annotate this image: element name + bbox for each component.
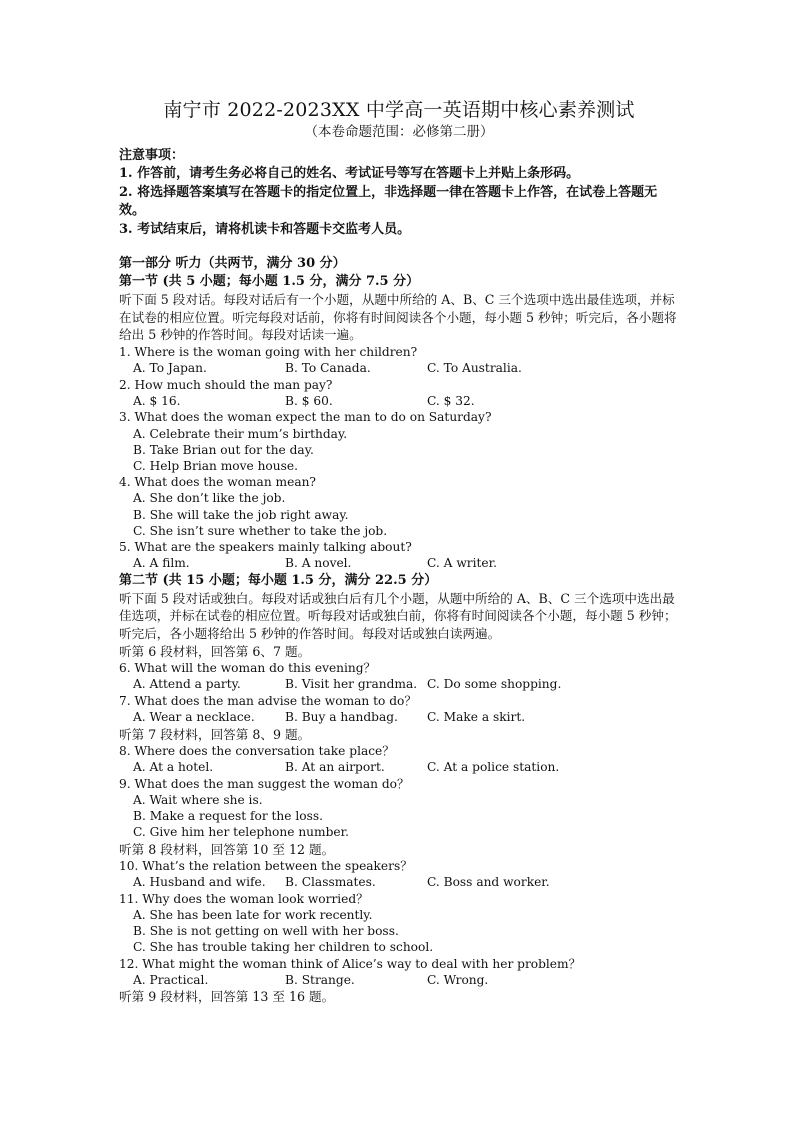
option-b: B. Classmates. — [285, 875, 376, 890]
option-a: A. A film. — [133, 556, 190, 571]
options-row — [119, 874, 679, 891]
section1-instructions: 听下面 5 段对话。每段对话后有一个小题，从题中所给的 A、B、C 三个选项中选出最佳选项，并标在试卷的相应位置。听完每段对话前，你将有时间阅读各个小题，每小题 5 秒钟；听完后，各小题将给出 5 秒钟的作答时间。每段对话读一遍。 — [119, 292, 677, 343]
question-5: 5. What are the speakers mainly talking about? — [119, 540, 412, 554]
option-c: C. Make a skirt. — [427, 709, 526, 724]
options-row — [119, 709, 679, 726]
option-a: A. Wear a necklace. — [133, 709, 255, 724]
material-8: 听第 8 段材料，回答第 10 至 12 题。 — [119, 841, 335, 857]
option-b: B. $ 60. — [285, 393, 333, 408]
option-a: A. Celebrate their mum’s birthday. — [133, 426, 348, 441]
question-12: 12. What might the woman think of Alice’s way to deal with her problem？ — [119, 956, 581, 971]
question-2: 2. How much should the man pay? — [119, 377, 333, 392]
option-c: C. Help Brian move house. — [133, 458, 298, 473]
option-b: B. A novel. — [285, 556, 352, 571]
option-a: A. Wait where she is. — [133, 792, 263, 807]
question-7: 7. What does the man advise the woman to do？ — [119, 693, 417, 708]
notice-heading: 注意事项： — [119, 148, 185, 163]
option-c: C. Wrong. — [427, 972, 489, 987]
option-a: A. Attend a party. — [133, 677, 241, 692]
option-c: C. She has trouble taking her children to school. — [133, 940, 434, 955]
page-subtitle: （本卷命题范围：必修第二册） — [304, 124, 494, 140]
notice-item: 2. 将选择题答案填写在答题卡的指定位置上，非选择题一律在答题卡上作答，在试卷上答题无效。 — [119, 184, 658, 218]
question-8: 8. Where does the conversation take place？ — [119, 743, 395, 758]
part1-title: 第一部分 听力（共两节，满分 30 分） — [119, 256, 346, 271]
options-row — [119, 676, 679, 693]
options-row — [119, 393, 679, 410]
notice-item: 3. 考试结束后，请将机读卡和答题卡交监考人员。 — [119, 221, 411, 237]
options-row — [119, 972, 679, 989]
question-11: 11. Why does the woman look worried？ — [119, 891, 369, 906]
option-c: C. At a police station. — [427, 760, 560, 775]
option-a: A. Practical. — [133, 972, 209, 987]
material-7: 听第 7 段材料，回答第 8、9 题。 — [119, 726, 311, 742]
material-9: 听第 9 段材料，回答第 13 至 16 题。 — [119, 989, 335, 1005]
option-c: C. Do some shopping. — [427, 677, 562, 692]
section1-title: 第一节 (共 5 小题；每小题 1.5 分，满分 7.5 分） — [119, 274, 420, 289]
section2-title: 第二节 (共 15 小题；每小题 1.5 分，满分 22.5 分） — [119, 572, 438, 588]
options-row — [119, 555, 679, 572]
option-c: C. $ 32. — [427, 393, 475, 408]
question-1: 1. Where is the woman going with her children? — [119, 344, 418, 359]
option-c: C. To Australia. — [427, 360, 522, 375]
option-c: C. A writer. — [427, 556, 497, 571]
exam-page — [119, 98, 679, 1006]
question-3: 3. What does the woman expect the man to do on Saturday? — [119, 410, 492, 425]
option-c: C. She isn’t sure whether to take the job. — [133, 523, 388, 538]
option-a: A. To Japan. — [133, 360, 207, 375]
option-b: B. Strange. — [285, 972, 355, 987]
material-6: 听第 6 段材料，回答第 6、7 题。 — [119, 643, 311, 659]
question-9: 9. What does the man suggest the woman do？ — [119, 776, 410, 791]
option-b: B. She is not getting on well with her boss. — [133, 924, 399, 939]
section2-instructions: 听下面 5 段对话或独白。每段对话或独白后有几个小题，从题中所给的 A、B、C 三个选项中选出最佳选项，并标在试卷的相应位置。听每段对话或独白前，你将有时间阅读各个小题，每小题 5 秒钟；听完后，各小题将给出 5 秒钟的作答时间。每段对话或独白读两遍。 — [119, 590, 677, 641]
option-b: B. At an airport. — [285, 760, 385, 775]
option-b: B. Visit her grandma. — [285, 677, 418, 692]
option-b: B. To Canada. — [285, 360, 371, 375]
notice-item: 1. 作答前，请考生务必将自己的姓名、考试证号等写在答题卡上并贴上条形码。 — [119, 166, 580, 181]
option-c: C. Give him her telephone number. — [133, 825, 349, 840]
question-6: 6. What will the woman do this evening？ — [119, 660, 376, 675]
option-b: B. Buy a handbag. — [285, 709, 398, 724]
question-4: 4. What does the woman mean? — [119, 475, 316, 490]
options-row — [119, 759, 679, 776]
option-b: B. She will take the job right away. — [133, 507, 349, 522]
option-a: A. She don’t like the job. — [133, 491, 286, 506]
option-b: B. Make a request for the loss. — [133, 809, 323, 824]
question-10: 10. What’s the relation between the speakers？ — [119, 859, 413, 873]
page-title: 南宁市 2022-2023XX 中学高一英语期中核心素养测试 — [163, 99, 635, 121]
option-a: A. At a hotel. — [133, 760, 214, 775]
options-row — [119, 360, 679, 377]
option-a: A. Husband and wife. — [133, 875, 266, 890]
option-c: C. Boss and worker. — [427, 875, 550, 890]
option-b: B. Take Brian out for the day. — [133, 442, 314, 457]
option-a: A. She has been late for work recently. — [133, 908, 373, 922]
option-a: A. $ 16. — [133, 393, 181, 408]
